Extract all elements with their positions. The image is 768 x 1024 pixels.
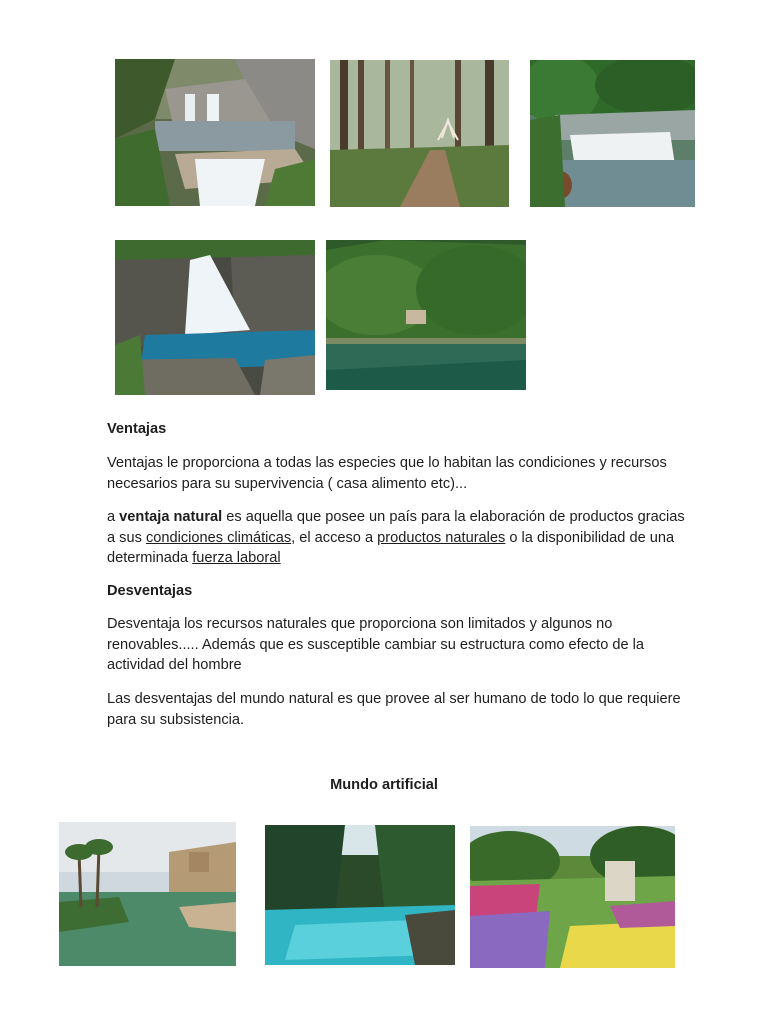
lake-forest-hill-photo	[326, 240, 526, 390]
waterfall-rocks-photo	[115, 59, 315, 206]
forest-path-photo	[330, 60, 509, 207]
disadvantages-text-2: Las desventajas del mundo natural es que provee al ser humano de todo lo que requiere para su subsistencia.	[107, 691, 681, 728]
text-mid-1: es aquella que posee un país para la elaboración de productos gracias a sus	[107, 509, 685, 546]
disadvantages-heading: Desventajas	[107, 583, 193, 599]
turquoise-lagoon-photo	[265, 825, 455, 965]
disadvantages-text-1: Desventaja los recursos naturales que proporciona son limitados y algunos no renovables..... Además que es susceptible cambiar su estructura como efecto de la actividad del hombre	[107, 616, 645, 673]
disadvantages-section	[107, 581, 687, 602]
advantages-text-2	[107, 507, 687, 569]
bold-term: ventaja natural	[119, 509, 223, 525]
palm-canal-photo	[59, 822, 236, 966]
advantages-paragraph-1	[107, 453, 687, 494]
flower-garden-photo	[470, 826, 675, 968]
advantages-heading: Ventajas	[107, 421, 167, 437]
text-prefix: a	[107, 509, 120, 525]
river-rapids-photo	[530, 60, 695, 207]
link-fuerza-laboral[interactable]: fuerza laboral	[192, 550, 281, 566]
link-productos-naturales[interactable]: productos naturales	[377, 529, 506, 546]
disadvantages-paragraph-2	[107, 689, 687, 730]
advantages-section	[107, 419, 687, 440]
waterfall-pool-photo	[115, 240, 315, 395]
advantages-paragraph-2	[107, 507, 687, 569]
text-mid-2: , el acceso a	[291, 529, 378, 546]
advantages-text-1: Ventajas le proporciona a todas las especies que lo habitan las condiciones y recursos necesarios para su supervivencia ( casa alimento etc)...	[107, 455, 667, 492]
disadvantages-paragraph-1	[107, 614, 687, 676]
text-mid-3: o la disponibilidad de una determinada	[107, 529, 675, 566]
artificial-world-title: Mundo artificial	[330, 777, 438, 793]
link-condiciones-climaticas[interactable]: condiciones climáticas	[145, 529, 292, 546]
